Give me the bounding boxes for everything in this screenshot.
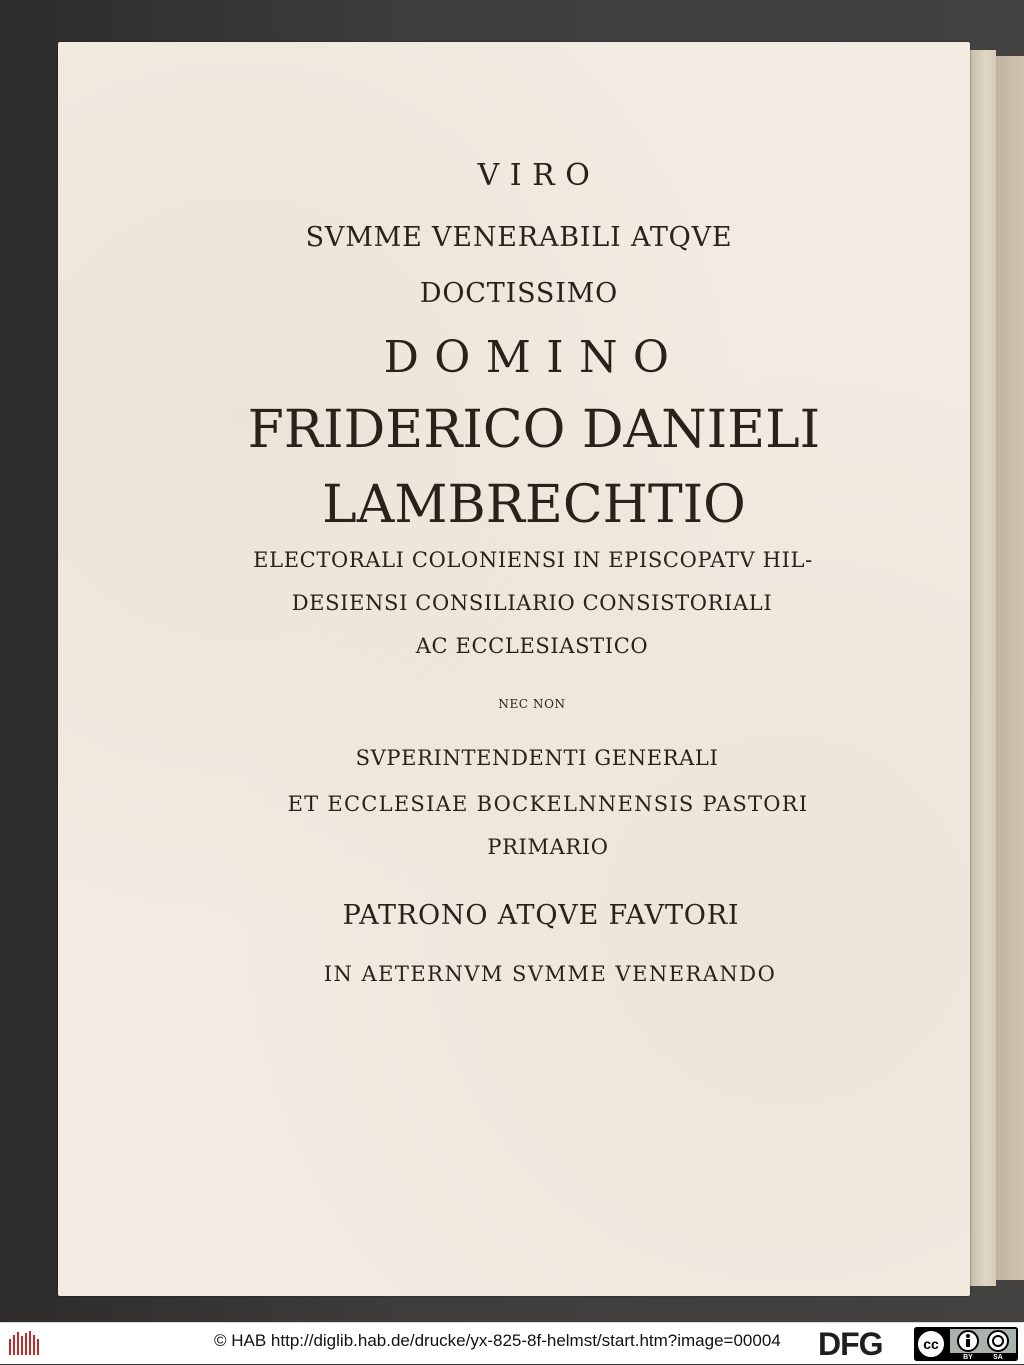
- sa-label: SA: [993, 1354, 1003, 1361]
- line-electorali: ELECTORALI COLONIENSI IN EPISCOPATV HIL-: [253, 548, 813, 572]
- adjacent-page-edge: [970, 50, 996, 1286]
- line-desiensi: DESIENSI CONSILIARIO CONSISTORIALI: [291, 591, 773, 615]
- dfg-logo: DFG: [818, 1326, 883, 1362]
- line-svmme-venerabili: SVMME VENERABILI ATQVE: [305, 222, 733, 253]
- by-label: BY: [963, 1354, 973, 1361]
- line-viro: VIRO: [477, 158, 601, 193]
- line-nec-non: NEC NON: [498, 697, 566, 711]
- svg-text:cc: cc: [923, 1336, 939, 1352]
- hab-logo-icon: [8, 1329, 40, 1357]
- line-lambrechtio: LAMBRECHTIO: [322, 475, 746, 535]
- line-in-aeternvm: IN AETERNVM SVMME VENERANDO: [323, 962, 777, 986]
- copyright-url-link[interactable]: © HAB http://diglib.hab.de/drucke/yx-825-8f-helmst/start.htm?image=00004: [214, 1331, 781, 1350]
- line-friderico-danieli: FRIDERICO DANIELI: [247, 400, 821, 460]
- credit-bar: [0, 1322, 1024, 1364]
- line-svperintendenti: SVPERINTENDENTI GENERALI: [355, 746, 719, 770]
- adjacent-page-margin: [996, 56, 1024, 1280]
- sa-icon: [988, 1331, 1008, 1351]
- line-ac-ecclesiastico: AC ECCLESIASTICO: [415, 634, 649, 658]
- line-doctissimo: DOCTISSIMO: [419, 278, 619, 309]
- line-et-ecclesiae: ET ECCLESIAE BOCKELNNENSIS PASTORI: [287, 792, 809, 816]
- line-patrono: PATRONO ATQVE FAVTORI: [342, 900, 740, 931]
- line-domino: DOMINO: [383, 332, 685, 383]
- line-primario: PRIMARIO: [487, 835, 609, 859]
- cc-license-badge[interactable]: [914, 1327, 1018, 1361]
- cc-by-sa-icon: [914, 1327, 1018, 1361]
